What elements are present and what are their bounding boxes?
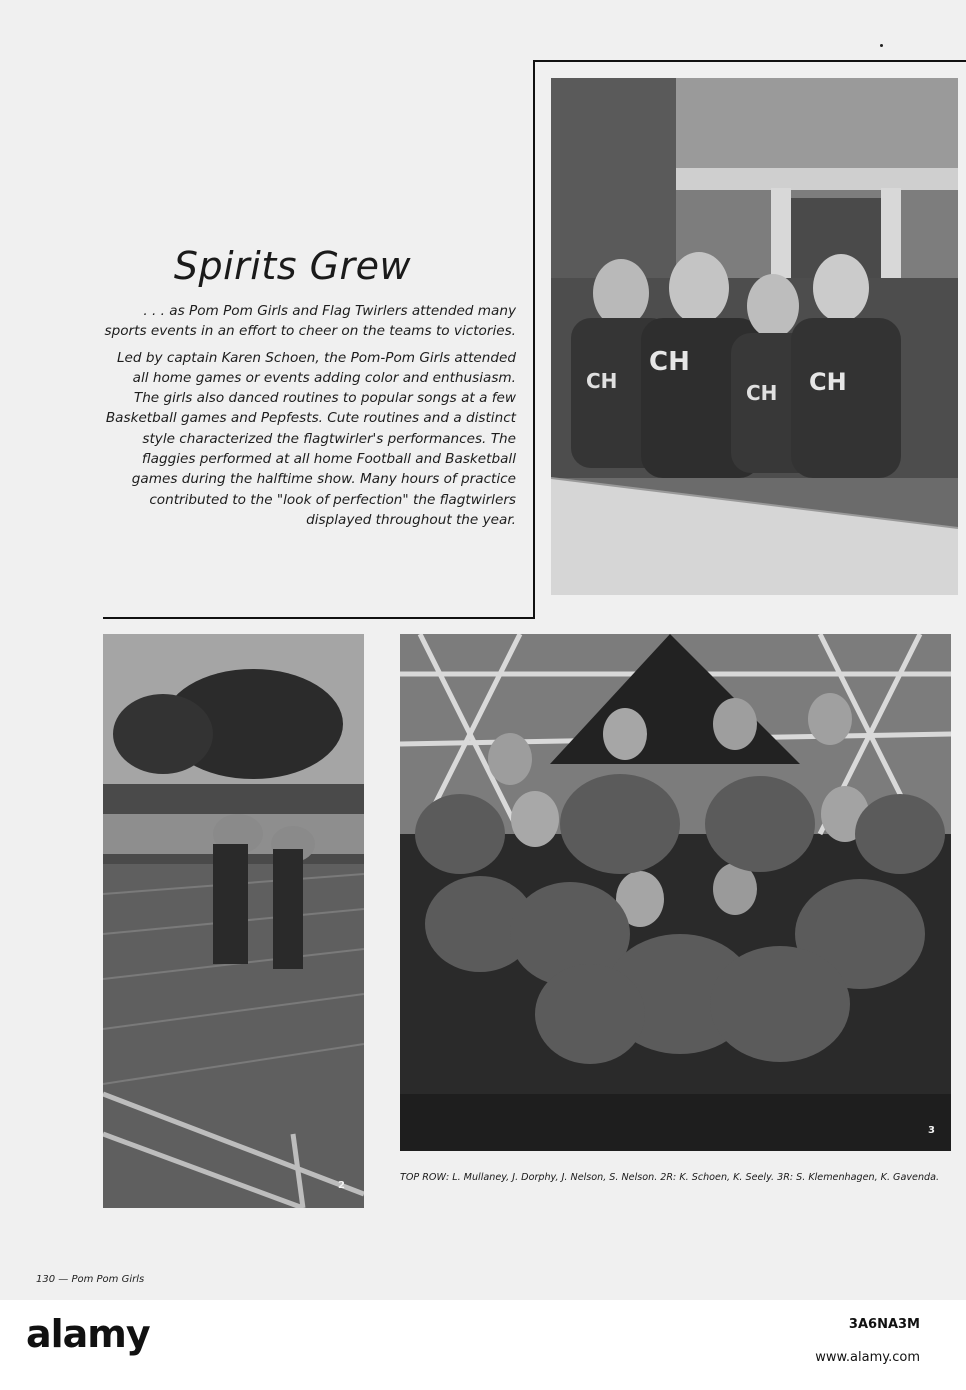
article-body: [104, 301, 516, 536]
print-speck: [880, 44, 883, 47]
svg-text:CH: CH: [586, 369, 618, 393]
article-paragraph-1: . . . as Pom Pom Girls and Flag Twirlers attended many sports events in an effort to cheer on the teams to victories.: [104, 303, 516, 340]
alamy-logo: alamy: [26, 1312, 150, 1356]
svg-text:CH: CH: [809, 368, 847, 396]
photo-pompom-on-track: [103, 634, 364, 1208]
photo-caption: TOP ROW: L. Mullaney, J. Dorphy, J. Nelson, S. Nelson. 2R: K. Schoen, K. Seely. 3R: S. Klemenhagen, K. Gavenda.: [400, 1172, 940, 1183]
svg-text:CH: CH: [746, 381, 778, 405]
svg-text:CH: CH: [649, 347, 690, 377]
article-paragraph-2: Led by captain Karen Schoen, the Pom-Pom Girls attended all home games or events adding color and enthusiasm. The girls also danced routines to popular songs at a few Basketball games and Pepfests. Cute routines and a distinct style characterized the flagtwirler's performances. The flaggies performed at all home Football and Basketball games during the halftime show. Many hours of practice contributed to the "look of perfection" the flagtwirlers displayed throughout the year.: [105, 349, 516, 528]
photo-number-3: 3: [928, 1125, 935, 1136]
page-folio: 130 — Pom Pom Girls: [36, 1274, 145, 1285]
footer-url[interactable]: www.alamy.com: [815, 1350, 920, 1365]
photo-girls-in-sweaters: [551, 78, 958, 595]
photo-number-2: 2: [338, 1180, 345, 1191]
page-title: Spirits Grew: [173, 244, 412, 288]
photo-pompom-group: [400, 634, 951, 1151]
image-id: 3A6NA3M: [848, 1317, 920, 1332]
